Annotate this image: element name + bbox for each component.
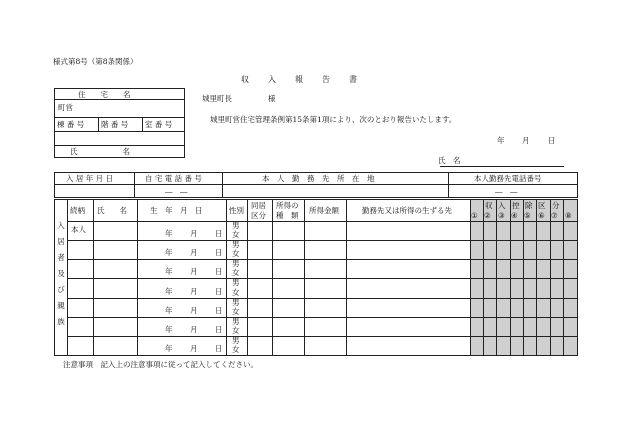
circled-1: ①: [471, 211, 478, 220]
side-char-7: 族: [57, 317, 65, 326]
header-extra-2: 入: [498, 201, 506, 210]
row3-male: 男: [232, 259, 240, 268]
side-char-1: 入: [57, 221, 65, 230]
row7-female: 女: [232, 345, 240, 354]
row3-female: 女: [232, 268, 240, 277]
row5-female: 女: [232, 307, 240, 316]
header-cohabit-line1: 同居: [251, 201, 266, 210]
row3-year: 年: [165, 267, 173, 276]
row7-month: 月: [190, 344, 198, 353]
row4-month: 月: [190, 287, 198, 296]
header-income-type-line2: 種 類: [276, 211, 299, 220]
name-label: 氏 名: [70, 147, 130, 156]
row6-day: 日: [215, 325, 223, 334]
header-income-source: 勤務先又は所得の生ずる先: [362, 206, 452, 215]
row6-male: 男: [232, 317, 240, 326]
row5-year: 年: [165, 306, 173, 315]
row4-year: 年: [165, 287, 173, 296]
work-phone-label: 本人勤務先電話番号: [474, 174, 542, 183]
row6-month: 月: [190, 325, 198, 334]
circled-8: ⑧: [565, 211, 572, 220]
floor-number-label: 階 番 号: [101, 120, 129, 129]
header-income-amount: 所得金額: [309, 206, 339, 215]
workplace-label: 本 人 勤 務 先 所 在 地: [262, 174, 375, 183]
side-char-4: 及: [57, 269, 65, 278]
home-phone-label: 自 宅 電 話 番 号: [145, 174, 202, 183]
name-underline: [440, 166, 564, 167]
relation-self: 本人: [71, 225, 86, 234]
date-month: 月: [522, 136, 530, 145]
home-phone-dash: ― ―: [165, 187, 188, 196]
town-label: 町営: [58, 103, 73, 112]
row3-month: 月: [190, 267, 198, 276]
row5-month: 月: [190, 306, 198, 315]
row5-day: 日: [215, 306, 223, 315]
row2-day: 日: [215, 248, 223, 257]
row4-male: 男: [232, 278, 240, 287]
date-year: 年: [497, 136, 505, 145]
side-char-6: 親: [57, 301, 65, 310]
row1-month: 月: [190, 229, 198, 238]
date-day: 日: [548, 136, 556, 145]
header-extra-4: 除: [525, 201, 533, 210]
applicant-name-label: 氏 名: [438, 156, 461, 165]
header-sex: 性別: [229, 206, 244, 215]
room-number-label: 室 番 号: [145, 120, 173, 129]
header-birthdate: 生 年 月 日: [150, 206, 203, 215]
circled-5: ⑤: [524, 211, 531, 220]
row6-year: 年: [165, 325, 173, 334]
header-income-type-line1: 所得の: [276, 201, 299, 210]
row7-year: 年: [165, 344, 173, 353]
header-extra-6: 分: [552, 201, 560, 210]
circled-6: ⑥: [538, 211, 545, 220]
building-number-label: 棟 番 号: [57, 120, 85, 129]
side-char-5: び: [57, 285, 65, 294]
honorific: 様: [268, 94, 276, 103]
row2-year: 年: [165, 248, 173, 257]
move-in-date-label: 入 居 年 月 日: [66, 174, 114, 183]
note: 注意事項 記入上の注意事項に従って記入してください。: [63, 360, 258, 369]
header-extra-5: 区: [538, 201, 546, 210]
row5-male: 男: [232, 298, 240, 307]
row4-female: 女: [232, 288, 240, 297]
header-name: 氏 名: [97, 206, 127, 215]
work-phone-dash: ― ―: [495, 187, 518, 196]
row1-female: 女: [232, 230, 240, 239]
row4-day: 日: [215, 287, 223, 296]
form-number: 様式第8号（第8条関係）: [53, 57, 138, 66]
circled-3: ③: [498, 211, 505, 220]
addressee: 城里町長: [202, 94, 232, 103]
circled-4: ④: [511, 211, 518, 220]
row6-female: 女: [232, 326, 240, 335]
row3-day: 日: [215, 267, 223, 276]
row1-day: 日: [215, 229, 223, 238]
row2-female: 女: [232, 249, 240, 258]
side-char-2: 居: [57, 237, 65, 246]
header-relation: 続柄: [70, 206, 85, 215]
row7-male: 男: [232, 336, 240, 345]
row1-male: 男: [232, 221, 240, 230]
row2-male: 男: [232, 240, 240, 249]
side-char-3: 者: [57, 253, 65, 262]
address-header: 住 宅 名: [78, 90, 131, 99]
form-title: 収 入 報 告 書: [241, 75, 358, 84]
header-extra-3: 控: [512, 201, 520, 210]
statement: 城里町営住宅管理条例第15条第1項により、次のとおり報告いたします。: [210, 115, 457, 124]
circled-2: ②: [484, 211, 491, 220]
header-cohabit-line2: 区分: [251, 211, 266, 220]
row2-month: 月: [190, 248, 198, 257]
header-extra-1: 収: [485, 201, 493, 210]
row1-year: 年: [165, 229, 173, 238]
circled-7: ⑦: [551, 211, 558, 220]
row7-day: 日: [215, 344, 223, 353]
